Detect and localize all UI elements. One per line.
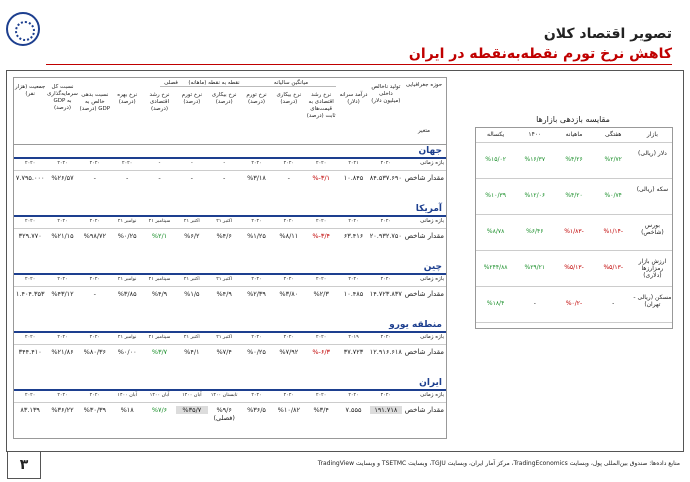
date-cell: آبان ۱۴۰۰ [117, 393, 137, 398]
value-cell: %۳/۷ [151, 348, 168, 356]
date-cell: - [223, 161, 226, 166]
region-name: چین [423, 262, 442, 272]
value-cell: %۳/۴ [313, 406, 329, 414]
date-row [14, 334, 446, 343]
row-label: بازه زمانی [420, 218, 444, 224]
value-row [14, 170, 446, 185]
market-header-cell: هفتگی [605, 131, 622, 138]
date-cell: اکتبر ۲۱ [216, 277, 233, 282]
value-cell: %۳۵/۷ [176, 406, 208, 414]
date-cell: آبان ۱۴۰۰ [182, 393, 202, 398]
date-cell: ۲۰۲۰ [316, 219, 327, 224]
date-cell: ۲۰۲۰ [89, 161, 100, 166]
value-cell: ۷.۵۵۵ [345, 406, 362, 414]
value-cell: %-۶/۳ [312, 348, 331, 356]
region-section [14, 378, 446, 436]
region-name: آمریکا [415, 204, 442, 214]
value-cell: %۹/۶ (فصلی) [213, 406, 235, 422]
date-cell: تابستان ۱۴۰۰ [210, 393, 238, 398]
market-row [476, 286, 672, 323]
date-cell: ۲۰۲۰ [348, 393, 359, 398]
date-cell: ۲۰۲۰ [122, 161, 133, 166]
table-header [14, 78, 446, 145]
market-name: مسکن (ریالی - تهران) [633, 294, 672, 308]
date-cell: ۲۰۲۰ [89, 335, 100, 340]
market-return: - [533, 300, 536, 307]
date-cell: ۲۰۲۰ [251, 335, 262, 340]
date-cell: ۲۰۲۰ [283, 393, 294, 398]
date-cell: ۲۰۲۰ [348, 219, 359, 224]
date-row [14, 392, 446, 401]
date-cell: ۲۰۲۰ [25, 277, 36, 282]
market-return: %۱۰/۳۹ [485, 192, 506, 199]
region-divider [14, 389, 446, 391]
value-cell: ۶۳.۴۱۶ [343, 232, 364, 240]
date-cell: ۲۰۱۹ [348, 335, 359, 340]
value-cell: %۰/۰۰ [117, 348, 137, 356]
value-cell: %۸/۱۱ [279, 232, 299, 240]
market-returns-table [475, 127, 673, 329]
column-header: درآمد سرانه (دلار) [339, 92, 368, 105]
column-header: جمعیت (هزار نفر) [15, 84, 46, 97]
title-divider [46, 64, 672, 65]
market-return: %۱/۱۴- [603, 228, 623, 235]
date-row [14, 160, 446, 169]
value-cell: %۳/۱۸ [247, 174, 266, 182]
market-row [476, 250, 672, 287]
market-header-row [476, 128, 672, 143]
value-cell: %۳۶/۲۲ [51, 406, 74, 414]
date-row [14, 218, 446, 227]
date-cell: ۲۰۲۰ [380, 277, 391, 282]
region-name: ایران [419, 378, 442, 388]
group-season: فصلی [160, 80, 182, 87]
value-cell: %۱/۵ [184, 290, 200, 298]
date-cell: ۲۰۲۰ [348, 277, 359, 282]
column-header: نرخ بیکاری (درصد) [211, 92, 237, 105]
market-return: %۱۲/۰۶ [524, 192, 546, 199]
market-return: %۲۴۴/۸۸ [483, 264, 508, 271]
date-cell: اکتبر ۲۱ [183, 219, 200, 224]
value-cell: - [93, 290, 97, 298]
market-name: بورس (شاخص) [641, 222, 664, 236]
date-cell: ۲۰۲۰ [57, 277, 68, 282]
market-return: %۱/۸۳- [564, 228, 584, 235]
row-label: بازه زمانی [420, 160, 444, 166]
date-cell: ۲۰۲۰ [25, 393, 36, 398]
date-cell: ۲۰۲۰ [25, 161, 36, 166]
market-return: %۱۵/۰۲ [485, 156, 506, 163]
group-annual: میانگین سالیانه [246, 80, 336, 87]
region-divider [14, 157, 446, 159]
value-cell: - [190, 174, 194, 182]
value-cell: %۸۰/۳۶ [83, 348, 106, 356]
value-cell: - [126, 174, 129, 182]
region-divider [14, 215, 446, 217]
market-row [476, 142, 672, 179]
date-cell: ۲۰۲۰ [89, 393, 100, 398]
value-cell: %۰/۲۵ [117, 232, 137, 240]
value-cell: %۰/۲۵ [247, 348, 266, 356]
value-cell: ۱.۴۰۴.۳۵۳ [15, 290, 45, 298]
value-cell: %۲/۱ [151, 232, 168, 240]
market-row [476, 214, 672, 251]
market-return: %۴/۲۰ [565, 192, 583, 199]
value-cell: %۴/۹ [216, 290, 232, 298]
date-cell: سپتامبر ۲۱ [148, 335, 171, 340]
value-cell: ۲۰.۹۳۲.۷۵۰ [369, 232, 402, 240]
value-cell: %۲۱/۱۵ [51, 232, 74, 240]
date-cell: ۲۰۲۰ [283, 219, 294, 224]
date-cell: ۲۰۲۰ [251, 277, 262, 282]
row-label: مقدار شاخص [404, 174, 444, 182]
page-title: تصویر اقتصاد کلان [543, 26, 672, 42]
date-cell: آبان ۱۴۰۰ [149, 393, 170, 398]
corner-top-label: حوزه جغرافیایی [405, 82, 443, 88]
region-name: جهان [418, 146, 442, 156]
value-cell: ۷.۷۹۵.۰۰۰ [15, 174, 45, 182]
column-header: تولید ناخالص داخلی (میلیون دلار) [371, 84, 401, 104]
value-cell: ۳۴۴.۴۱۰ [18, 348, 42, 356]
page [6, 6, 684, 476]
region-section [14, 262, 446, 320]
column-header: نسبت بدهی خالص به GDP (درصد) [79, 92, 111, 112]
date-cell: ۲۰۲۰ [251, 393, 262, 398]
column-header: نسبت کل سرمایه‌گذاری به GDP (درصد) [47, 84, 78, 111]
date-cell: ۲۰۲۰ [283, 277, 294, 282]
value-cell: %۷/۹۲ [279, 348, 299, 356]
value-cell: %۱/۲۵ [247, 232, 266, 240]
value-cell: - [93, 174, 97, 182]
value-cell: %۳/۸۰ [279, 290, 299, 298]
row-label: مقدار شاخص [404, 348, 444, 356]
market-return: %۸/۷۸ [486, 228, 505, 235]
column-header: نرخ تورم (درصد) [246, 92, 267, 105]
date-cell: ۲۰۲۰ [283, 161, 294, 166]
date-cell: ۲۰۲۰ [283, 335, 294, 340]
value-cell: %۲۶/۵۷ [51, 174, 74, 182]
market-row [476, 178, 672, 215]
column-header: نرخ رشد اقتصادی به قیمت‌های ثابت (درصد) [306, 92, 336, 119]
date-cell: ۲۰۲۰ [251, 219, 262, 224]
market-header-cell: ماهیانه [565, 131, 583, 138]
column-header: نرخ تورم (درصد) [181, 92, 202, 105]
region-divider [14, 273, 446, 275]
date-cell: نوامبر ۲۱ [117, 219, 137, 224]
value-row [14, 402, 446, 422]
value-cell: ۳۷.۷۲۳ [343, 348, 364, 356]
macro-table [13, 77, 447, 439]
column-header: نرخ بهره (درصد) [117, 92, 138, 105]
date-cell: - [190, 161, 193, 166]
region-name: منطقه یورو [389, 320, 442, 330]
date-cell: ۲۰۲۰ [316, 393, 327, 398]
value-cell: %۱۸ [120, 406, 134, 414]
sources-footer: منابع داده‌ها: صندوق بین‌المللی پول، وبسایت TradingEconomics، مرکز آمار ایران، وبسایت TGJU، وبسایت TSETMC و وبسایت TradingView [317, 460, 680, 467]
value-cell: ۱۴.۷۲۳.۸۳۷ [369, 290, 402, 298]
market-return: %۲۹/۲۱ [524, 264, 546, 271]
date-cell: نوامبر ۲۱ [117, 335, 137, 340]
date-cell: اکتبر ۲۱ [216, 219, 233, 224]
market-return: %۴/۲۶ [565, 156, 583, 163]
value-row [14, 228, 446, 243]
market-return: %۶/۴۶ [526, 228, 544, 235]
market-header-cell: ۱۴۰۰ [528, 131, 542, 138]
date-cell: ۲۰۲۰ [57, 219, 68, 224]
region-divider [14, 331, 446, 333]
row-label: بازه زمانی [420, 334, 444, 340]
date-cell: ۲۰۲۰ [380, 161, 391, 166]
value-cell: %۳۶/۵ [247, 406, 266, 414]
value-cell: ۸۳.۱۳۹ [20, 406, 40, 414]
value-row [14, 344, 446, 359]
row-label: مقدار شاخص [404, 290, 444, 298]
date-cell: ۲۰۲۰ [251, 161, 262, 166]
value-cell: - [158, 174, 161, 182]
date-cell: ۲۰۲۰ [57, 393, 68, 398]
page-subtitle: کاهش نرخ تورم نقطه‌به‌نقطه در ایران [408, 46, 672, 62]
date-cell: ۲۰۲۰ [316, 335, 327, 340]
column-header: نرخ رشد اقتصادی (درصد) [149, 92, 170, 112]
value-cell: %۳۰/۳۹ [83, 406, 106, 414]
market-header-cell: بازار [646, 131, 658, 138]
value-cell: %۹۸/۷۲ [83, 232, 106, 240]
market-name: سکه (ریالی) [636, 186, 669, 193]
date-cell: - [158, 161, 161, 166]
value-cell: - [223, 174, 226, 182]
value-cell: %۱۰/۸۲ [277, 406, 300, 414]
corner-bottom-label: متغیر [418, 128, 430, 134]
market-return: %۵/۱۳- [603, 264, 623, 271]
date-cell: نوامبر ۲۱ [117, 277, 137, 282]
column-header: نرخ بیکاری (درصد) [276, 92, 302, 105]
date-row [14, 276, 446, 285]
value-cell: %۲۱/۸۶ [51, 348, 74, 356]
value-cell: %۳/۸۵ [117, 290, 137, 298]
date-cell: ۲۰۲۱ [348, 161, 359, 166]
value-cell: - [287, 174, 291, 182]
market-name: ارزش بازار رمزارزها (دلاری) [638, 258, 667, 279]
date-cell: اکتبر ۲۱ [183, 277, 200, 282]
date-cell: ۲۰۲۰ [89, 277, 100, 282]
market-return: %۱۸/۴ [486, 300, 505, 307]
date-cell: ۲۰۲۰ [380, 393, 391, 398]
value-cell: ۱۰.۸۴۵ [343, 174, 364, 182]
market-return: %۵/۱۳- [564, 264, 584, 271]
date-cell: ۲۰۲۰ [57, 161, 68, 166]
value-cell: %۲/۳ [313, 290, 329, 298]
value-cell: %۴/۹ [151, 290, 168, 298]
date-cell: ۲۰۲۰ [316, 277, 327, 282]
date-cell: ۲۰۲۰ [89, 219, 100, 224]
region-section [14, 204, 446, 262]
value-cell: ۸۴.۵۳۷.۶۹۰ [369, 174, 402, 182]
value-cell: ۱۰.۴۸۵ [343, 290, 364, 298]
date-cell: ۲۰۲۰ [25, 335, 36, 340]
market-return: %۱۶/۳۷ [524, 156, 546, 163]
value-cell: %۲/۳۹ [247, 290, 266, 298]
value-cell: ۱۹۱.۷۱۸ [370, 406, 402, 414]
market-name: دلار (ریالی) [638, 150, 667, 157]
value-cell: %۶/۲ [184, 232, 200, 240]
page-number: ۳ [7, 451, 41, 479]
date-cell: سپتامبر ۲۱ [148, 277, 171, 282]
market-returns-title: مقایسه بازدهی بازارها [536, 115, 610, 124]
market-header-cell: یکساله [487, 131, 505, 138]
row-label: بازه زمانی [420, 392, 444, 398]
institute-logo-icon [6, 12, 40, 46]
date-cell: ۲۰۲۰ [57, 335, 68, 340]
market-return: %۰/۷۴ [604, 192, 622, 199]
date-cell: ۲۰۲۰ [25, 219, 36, 224]
value-cell: %-۳/۴ [312, 232, 331, 240]
region-section [14, 320, 446, 378]
date-cell: ۲۰۲۰ [380, 219, 391, 224]
region-section [14, 146, 446, 204]
value-cell: %۷/۴ [216, 348, 232, 356]
value-cell: %۴۳/۱۲ [51, 290, 74, 298]
market-return: - [612, 300, 615, 307]
value-cell: %۴/۶ [216, 232, 232, 240]
value-row [14, 286, 446, 301]
row-label: مقدار شاخص [404, 406, 444, 414]
value-cell: ۳۲۹.۷۷۰ [18, 232, 42, 240]
market-return: %۰/۲- [565, 300, 583, 307]
market-return: %۲/۷۲ [604, 156, 622, 163]
value-cell: %-۳/۱ [312, 174, 331, 182]
row-label: مقدار شاخص [404, 232, 444, 240]
group-point: نقطه به نقطه (ماهانه) [182, 80, 246, 87]
value-cell: ۱۲.۹۱۶.۶۱۸ [369, 348, 402, 356]
value-cell: %۷/۶ [151, 406, 168, 414]
row-label: بازه زمانی [420, 276, 444, 282]
date-cell: ۲۰۲۰ [380, 335, 391, 340]
date-cell: اکتبر ۲۱ [183, 335, 200, 340]
date-cell: ۲۰۲۰ [316, 161, 327, 166]
date-cell: اکتبر ۲۱ [216, 335, 233, 340]
date-cell: سپتامبر ۲۱ [148, 219, 171, 224]
value-cell: %۴/۱ [184, 348, 200, 356]
